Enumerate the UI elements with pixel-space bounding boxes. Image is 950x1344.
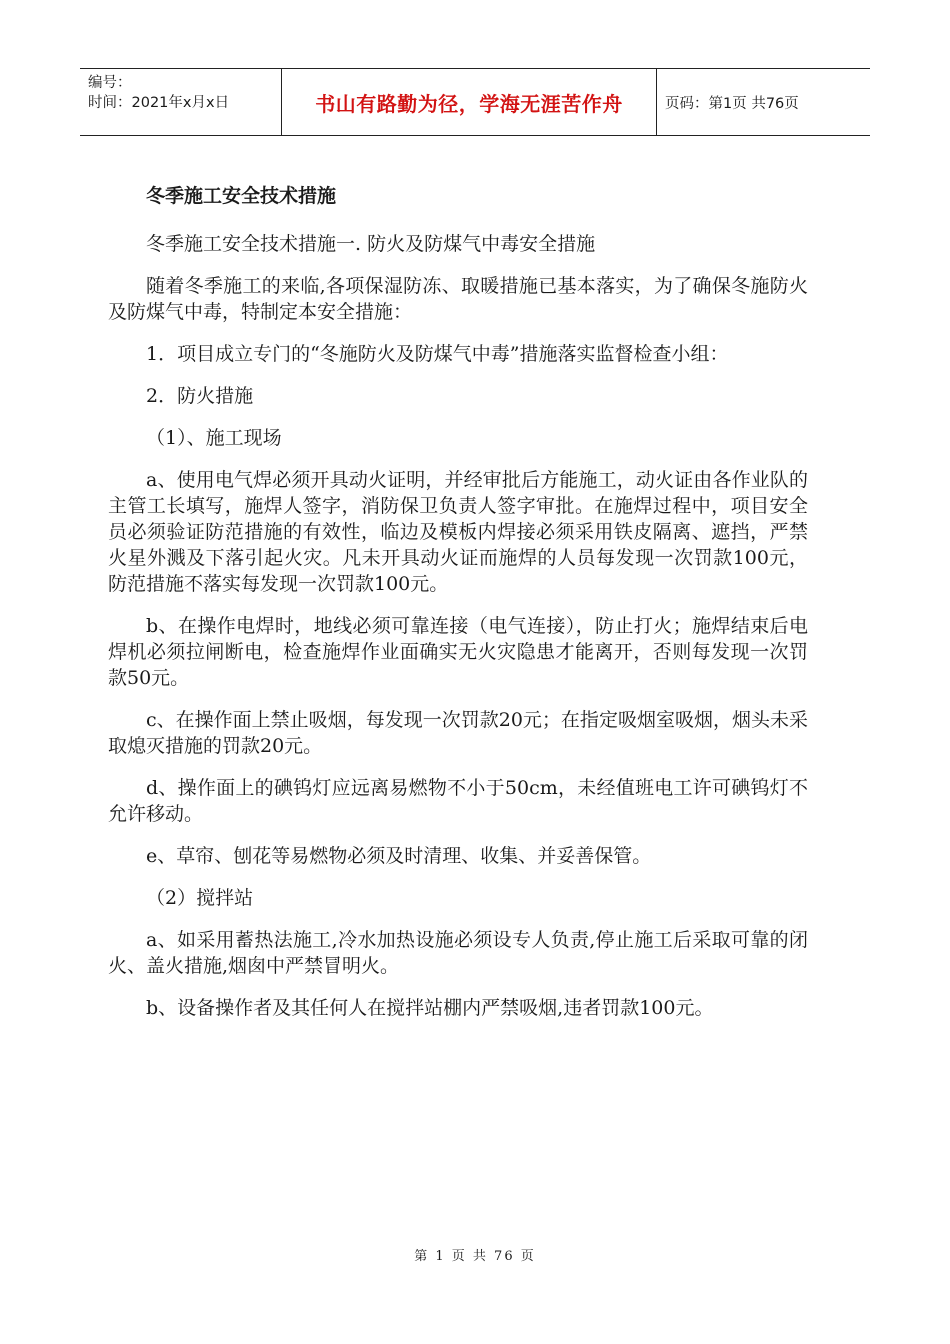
paragraph: e、草帘、刨花等易燃物必须及时清理、收集、并妥善保管。 (146, 845, 652, 867)
header-motto: 书山有路勤为径，学海无涯苦作舟 (282, 69, 657, 135)
paragraph: （1）、施工现场 (146, 427, 282, 449)
paragraph: c、在操作面上禁止吸烟，每发现一次罚款20元；在指定吸烟室吸烟，烟头未采取熄灭措施的罚款20元。 (108, 709, 808, 757)
paragraph: b、在操作电焊时，地线必须可靠连接（电气连接），防止打火；施焊结束后电焊机必须拉闸断电，检查施焊作业面确实无火灾隐患才能离开，否则每发现一次罚款50元。 (108, 615, 808, 689)
page-footer: 第 1 页 共 76 页 (414, 1249, 536, 1264)
paragraph: 2．防火措施 (146, 385, 254, 407)
page-header (80, 68, 870, 136)
document-body (108, 178, 808, 1037)
document-date: 时间：2021年x月x日 (88, 95, 230, 111)
paragraph: 1．项目成立专门的“冬施防火及防煤气中毒”措施落实监督检查小组： (146, 343, 729, 365)
paragraph: d、操作面上的碘钨灯应远离易燃物不小于50cm，未经值班电工许可碘钨灯不允许移动。 (108, 777, 808, 825)
document-number-label: 编号： (88, 75, 132, 91)
paragraph: b、设备操作者及其任何人在搅拌站棚内严禁吸烟,违者罚款100元。 (146, 997, 714, 1019)
header-info-cell (80, 69, 282, 135)
paragraph: （2）搅拌站 (146, 887, 254, 909)
paragraph: 冬季施工安全技术措施一. 防火及防煤气中毒安全措施 (146, 233, 596, 255)
document-title: 冬季施工安全技术措施 (146, 185, 337, 207)
paragraph: a、如采用蓄热法施工,冷水加热设施必须设专人负责,停止施工后采取可靠的闭火、盖火措施,烟囱中严禁冒明火。 (108, 929, 808, 977)
paragraph: 随着冬季施工的来临,各项保湿防冻、取暖措施已基本落实，为了确保冬施防火及防煤气中毒，特制定本安全措施： (108, 275, 808, 323)
paragraph: a、使用电气焊必须开具动火证明，并经审批后方能施工，动火证由各作业队的主管工长填写，施焊人签字，消防保卫负责人签字审批。在施焊过程中，项目安全员必须验证防范措施的有效性，临边及模板内焊接必须采用铁皮隔离、遮挡，严禁火星外溅及下落引起火灾。凡未开具动火证而施焊的人员每发现一次罚款100元，防范措施不落实每发现一次罚款100元。 (108, 469, 808, 595)
header-page-info: 页码：第1页 共76页 (665, 95, 799, 112)
